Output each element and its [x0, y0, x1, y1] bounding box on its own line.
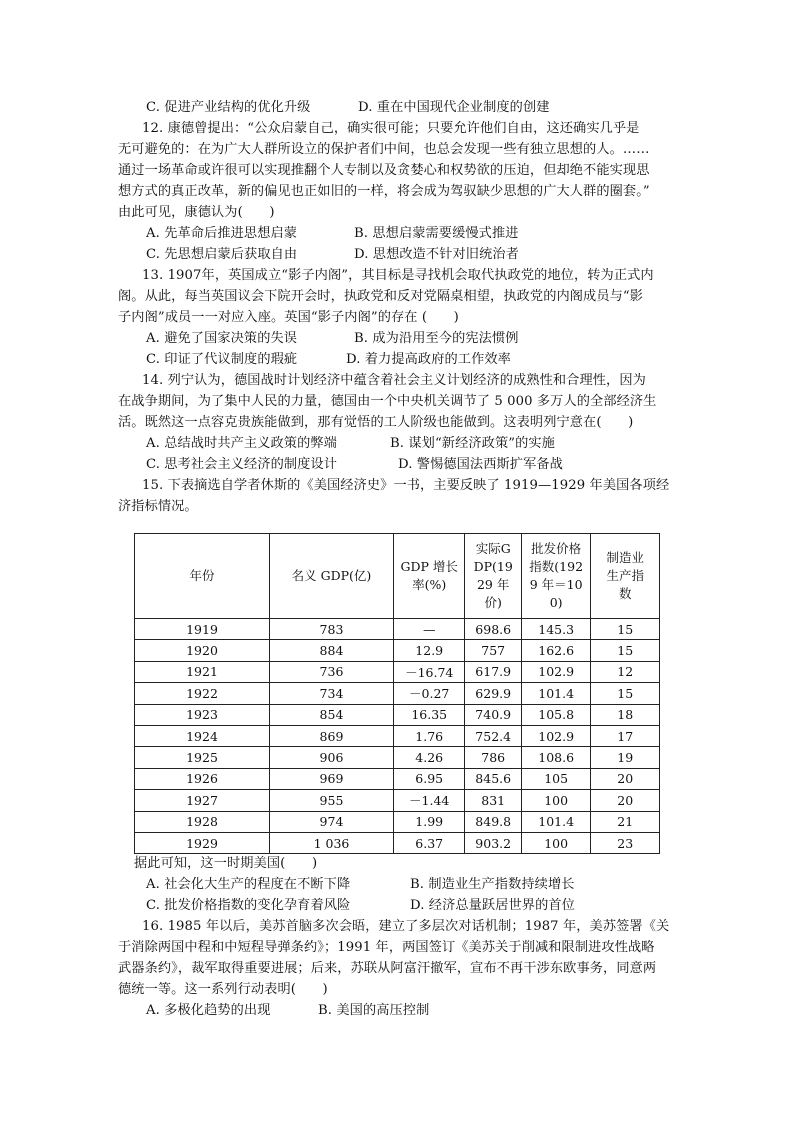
table-cell: 854 [270, 704, 394, 725]
q11-option-d: D. 重在中国现代企业制度的创建 [358, 100, 550, 115]
table-cell: 783 [270, 619, 394, 640]
q15-stem-line: 济指标情况。 [118, 499, 198, 514]
table-cell: 162.6 [521, 640, 591, 661]
q14-stem-line: 在战争期间，为了集中人民的力量，德国由一个中央机关调节了 5 000 多万人的全部经济生 [118, 394, 657, 409]
table-cell: 1922 [135, 683, 270, 704]
table-cell: — [393, 619, 465, 640]
table-cell: －0.27 [393, 683, 465, 704]
q12-stem-line: 通过一场革命或许很可以实现推翻个人专制以及贪婪心和权势欲的压迫，但却绝不能实现思 [118, 163, 650, 178]
table-cell: 752.4 [465, 725, 521, 746]
table-cell: 786 [465, 747, 521, 768]
table-row [135, 725, 660, 746]
table-header-row [135, 534, 660, 619]
table-cell: 101.4 [521, 683, 591, 704]
table-cell: 629.9 [465, 683, 521, 704]
q14-option-b: B. 谋划“新经济政策”的实施 [390, 436, 555, 451]
table-cell: 102.9 [521, 725, 591, 746]
table-cell: 869 [270, 725, 394, 746]
table-cell: 906 [270, 747, 394, 768]
table-row [135, 790, 660, 811]
table-cell: 1924 [135, 725, 270, 746]
table-row [135, 683, 660, 704]
q13-option-b: B. 成为沿用至今的宪法惯例 [354, 331, 519, 346]
table-cell: 1919 [135, 619, 270, 640]
q11-option-c: C. 促进产业结构的优化升级 [146, 100, 311, 115]
q16-stem-line: 武器条约》，裁军取得重要进展；后来，苏联从阿富汗撤军，宣布不再干涉东欧事务，同意两 [118, 961, 657, 976]
q15-option-d: D. 经济总量跃居世界的首位 [410, 898, 575, 913]
table-cell: 18 [591, 704, 660, 725]
q14-option-a: A. 总结战时共产主义政策的弊端 [146, 436, 337, 451]
table-cell: 15 [591, 640, 660, 661]
table-cell: 100 [521, 790, 591, 811]
table-cell: 736 [270, 661, 394, 682]
table-cell: 23 [591, 832, 660, 853]
table-header-cell [393, 534, 465, 619]
table-cell: 17 [591, 725, 660, 746]
table-cell: 6.95 [393, 768, 465, 789]
table-cell: 1925 [135, 747, 270, 768]
q12-option-d: D. 思想改造不针对旧统治者 [354, 247, 519, 262]
table-cell: 102.9 [521, 661, 591, 682]
q15-option-a: A. 社会化大生产的程度在不断下降 [146, 877, 351, 892]
table-row [135, 811, 660, 832]
table-cell: 1.99 [393, 811, 465, 832]
header-text: 制造业生产指数 [606, 550, 644, 601]
q14-option-d: D. 警惕德国法西斯扩军备战 [398, 457, 563, 472]
table-cell: －16.74 [393, 661, 465, 682]
q15-option-c: C. 批发价格指数的变化孕育着风险 [146, 898, 351, 913]
table-cell: 19 [591, 747, 660, 768]
table-row [135, 640, 660, 661]
table-cell: 1.76 [393, 725, 465, 746]
q12-stem-line: 想方式的真正改革，新的偏见也正如旧的一样，将会成为驾驭缺少思想的广大人群的圈套。” [118, 184, 650, 199]
economic-indicators-table [134, 533, 660, 854]
table-cell: 903.2 [465, 832, 521, 853]
table-header-cell: 年份 [135, 534, 270, 619]
q12-stem-line: 无可避免的：在为广大人群所设立的保护者们中间，也总会发现一些有独立思想的人。…… [118, 142, 650, 157]
table-header-cell [521, 534, 591, 619]
table-cell: 1923 [135, 704, 270, 725]
table-header-cell [465, 534, 521, 619]
table-cell: 101.4 [521, 811, 591, 832]
table-cell: 1920 [135, 640, 270, 661]
table-row [135, 768, 660, 789]
table-cell: 757 [465, 640, 521, 661]
table-cell: 734 [270, 683, 394, 704]
table-cell: －1.44 [393, 790, 465, 811]
table-cell: 20 [591, 768, 660, 789]
q13-stem-line: 子内阁”成员一一对应入座。英国“影子内阁”的存在 ( ) [118, 310, 459, 325]
table-cell: 12.9 [393, 640, 465, 661]
table-cell: 15 [591, 683, 660, 704]
table-cell: 974 [270, 811, 394, 832]
q13-option-c: C. 印证了代议制度的瑕疵 [146, 352, 298, 367]
table-cell: 105 [521, 768, 591, 789]
q13-stem-line: 13. 1907年，英国成立“影子内阁”，其目标是寻找机会取代执政党的地位，转为正式内 [142, 268, 654, 283]
header-text: 实际GDP(1929 年价) [473, 541, 513, 610]
q13-option-d: D. 着力提高政府的工作效率 [346, 352, 511, 367]
table-cell: 6.37 [393, 832, 465, 853]
table-cell: 884 [270, 640, 394, 661]
table-cell: 740.9 [465, 704, 521, 725]
table-cell: 105.8 [521, 704, 591, 725]
table-cell: 969 [270, 768, 394, 789]
table-cell: 1929 [135, 832, 270, 853]
table-cell: 4.26 [393, 747, 465, 768]
q16-option-b: B. 美国的高压控制 [318, 1003, 430, 1018]
q14-stem-line: 14. 列宁认为，德国战时计划经济中蕴含着社会主义计划经济的成熟性和合理性，因为 [142, 373, 646, 388]
q16-option-a: A. 多极化趋势的出现 [146, 1003, 271, 1018]
q15-question: 据此可知，这一时期美国( ) [134, 856, 318, 871]
table-cell: 100 [521, 832, 591, 853]
table-row [135, 747, 660, 768]
table-cell: 849.8 [465, 811, 521, 832]
q12-option-b: B. 思想启蒙需要缓慢式推进 [354, 226, 519, 241]
table-cell: 1928 [135, 811, 270, 832]
q16-stem-line: 德统一等。这一系列行动表明( ) [118, 982, 328, 997]
table-cell: 21 [591, 811, 660, 832]
table-cell: 108.6 [521, 747, 591, 768]
table-cell: 698.6 [465, 619, 521, 640]
q16-stem-line: 于消除两国中程和中短程导弹条约》；1991 年，两国签订《美苏关于削减和限制进攻性战略 [118, 940, 655, 955]
table-row [135, 704, 660, 725]
table-row [135, 832, 660, 853]
table-cell: 955 [270, 790, 394, 811]
table-cell: 1927 [135, 790, 270, 811]
table-header-cell: 名义 GDP(亿) [270, 534, 394, 619]
table-cell: 1926 [135, 768, 270, 789]
q12-option-a: A. 先革命后推进思想启蒙 [146, 226, 298, 241]
q16-stem-line: 16. 1985 年以后，美苏首脑多次会晤，建立了多层次对话机制；1987 年，美苏签署《关 [142, 919, 670, 934]
table-row [135, 661, 660, 682]
table-row [135, 619, 660, 640]
table-header-cell [591, 534, 660, 619]
q15-stem-line: 15. 下表摘选自学者休斯的《美国经济史》一书，主要反映了 1919—1929 年美国各项经 [142, 478, 670, 493]
q13-stem-line: 阁。从此，每当英国议会下院开会时，执政党和反对党隔桌相望，执政党的内阁成员与“影 [118, 289, 644, 304]
table-cell: 617.9 [465, 661, 521, 682]
table-cell: 831 [465, 790, 521, 811]
q12-stem-line: 由此可见，康德认为( ) [118, 205, 275, 220]
q12-stem-line: 12. 康德曾提出：“公众启蒙自己，确实很可能；只要允许他们自由，这还确实几乎是 [142, 121, 640, 136]
table-cell: 145.3 [521, 619, 591, 640]
table-cell: 1 036 [270, 832, 394, 853]
table-cell: 15 [591, 619, 660, 640]
q14-stem-line: 活。既然这一点容克贵族能做到，那有觉悟的工人阶级也能做到。这表明列宁意在( ) [118, 415, 634, 430]
table-cell: 12 [591, 661, 660, 682]
q13-option-a: A. 避免了国家决策的失误 [146, 331, 298, 346]
q15-option-b: B. 制造业生产指数持续增长 [410, 877, 575, 892]
table-cell: 845.6 [465, 768, 521, 789]
q14-option-c: C. 思考社会主义经济的制度设计 [146, 457, 338, 472]
table-cell: 16.35 [393, 704, 465, 725]
header-text: 批发价格指数(1929 年＝100) [529, 541, 584, 610]
q12-option-c: C. 先思想启蒙后获取自由 [146, 247, 298, 262]
table-cell: 20 [591, 790, 660, 811]
header-text: GDP 增长率(%) [400, 559, 458, 592]
table-cell: 1921 [135, 661, 270, 682]
